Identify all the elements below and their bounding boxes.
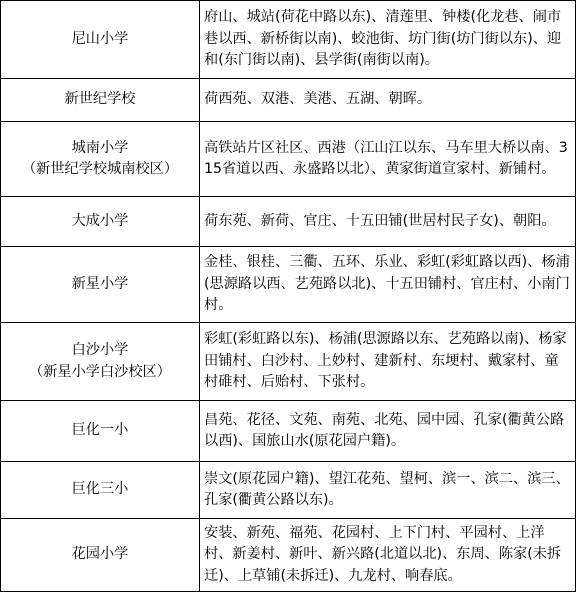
school-name: 巨化三小 (71, 481, 129, 498)
enrollment-area-cell: 安装、新苑、福苑、花园村、上下门村、平园村、上洋村、新姜村、新叶、新兴路(北道以北)、东周、陈家(未拆迁)、上草铺(未拆迁)、九龙村、响春底。 (200, 519, 576, 592)
enrollment-area-cell: 府山、城站(荷花中路以东)、清莲里、钟楼(化龙巷、闹市巷以西、新桥街以南)、蛟池街、坊门街(坊门街以东)、迎和(东门街以南)、县学街(南街以南)。 (200, 1, 576, 79)
school-name-cell (1, 519, 200, 592)
enrollment-area-cell: 高铁站片区社区、西港（江山江以东、马车里大桥以南、315省道以西、永盛路以北）、黄家街道宣家村、新铺村。 (200, 122, 576, 197)
school-name: 新世纪学校 (64, 91, 136, 108)
school-name-cell (1, 323, 200, 401)
enrollment-area-cell: 彩虹(彩虹路以东)、杨浦(思源路以东、艺苑路以南)、杨家田铺村、白沙村、上妙村、建新村、东埂村、戴家村、童村碓村、后贻村、下张村。 (200, 323, 576, 401)
school-name-cell (1, 401, 200, 462)
table-row (1, 122, 576, 197)
school-name: 尼山小学 (71, 30, 129, 47)
school-name: 大成小学 (71, 212, 129, 229)
school-name-cell (1, 1, 200, 79)
school-name: 白沙小学 (71, 342, 129, 358)
enrollment-area-cell: 昌苑、花径、文苑、南苑、北苑、园中园、孔家(衢黄公路以西)、国旅山水(原花园户籍)。 (200, 401, 576, 462)
table-row (1, 247, 576, 323)
table-row (1, 519, 576, 592)
table-row (1, 462, 576, 519)
enrollment-area-cell: 金桂、银桂、三衢、五环、乐业、彩虹(彩虹路以西)、杨浦(思源路以西、艺苑路以北)、十五田铺村、官庄村、小南门村。 (200, 247, 576, 323)
school-name: 新星小学 (71, 275, 129, 292)
table-row (1, 323, 576, 401)
school-campus-note: （新星小学白沙校区） (29, 363, 171, 380)
school-campus-note: （新世纪学校城南校区） (21, 161, 179, 177)
school-name: 城南小学 (71, 139, 129, 156)
school-name: 巨化一小 (71, 422, 129, 439)
enrollment-area-cell: 崇文(原花园户籍)、望江花苑、望柯、滨一、滨二、滨三、孔家(衢黄公路以东)。 (200, 462, 576, 519)
enrollment-area-cell: 荷东苑、新荷、官庄、十五田铺(世居村民子女)、朝阳。 (200, 197, 576, 247)
table-row (1, 1, 576, 79)
school-name-cell (1, 79, 200, 122)
enrollment-area-cell: 荷西苑、双港、美港、五湖、朝晖。 (200, 79, 576, 122)
school-name-cell (1, 197, 200, 247)
school-name: 花园小学 (71, 546, 129, 563)
table-row (1, 197, 576, 247)
table-row (1, 401, 576, 462)
school-name-cell (1, 247, 200, 323)
table-row (1, 79, 576, 122)
school-name-cell (1, 462, 200, 519)
school-name-cell (1, 122, 200, 197)
